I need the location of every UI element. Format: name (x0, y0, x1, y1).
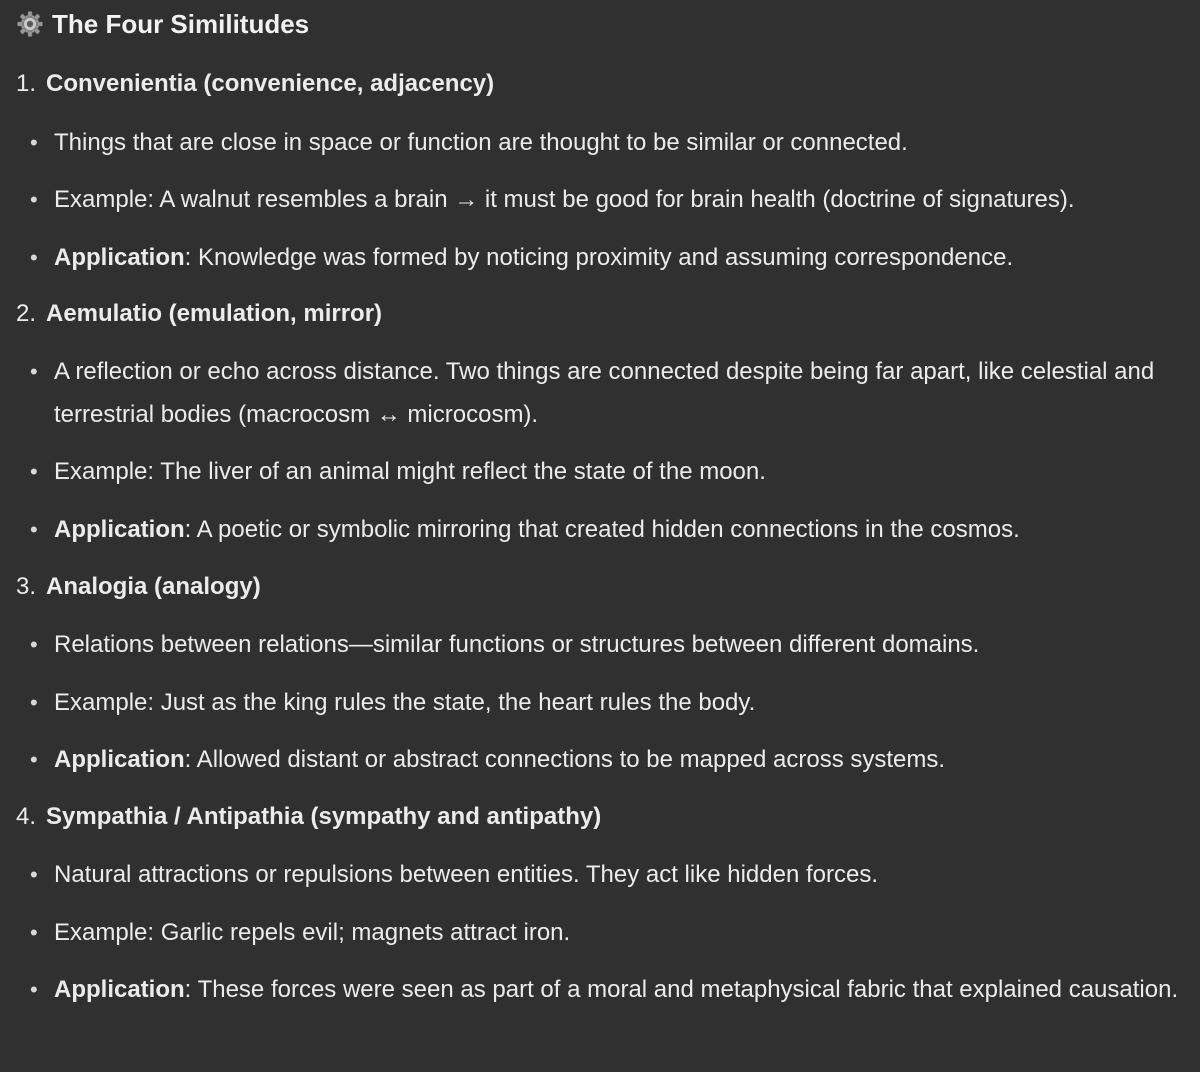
bullet-text: : Knowledge was formed by noticing proximity and assuming correspondence. (184, 244, 1014, 271)
list-item (30, 853, 1180, 896)
bullet-text: A reflection or echo across distance. Two things are connected despite being far apart, like celestial and terrestrial bodies (macrocosm ↔ microcosm). (54, 358, 1155, 428)
list-item (30, 968, 1180, 1011)
section-number: 2. (16, 300, 37, 327)
bullet-text: Example: The liver of an animal might reflect the state of the moon. (54, 458, 766, 485)
bullet-lead: Application (54, 516, 185, 543)
list-item (30, 623, 1180, 666)
section-title-sympathia (16, 800, 601, 834)
section-number: 1. (16, 70, 37, 97)
list-item (30, 508, 1180, 551)
bullet-icon: • (30, 517, 38, 542)
bullet-text: Things that are close in space or function are thought to be similar or connected. (54, 129, 908, 156)
bullet-icon: • (30, 632, 38, 657)
bullet-text: Example: A walnut resembles a brain → it must be good for brain health (doctrine of signatures). (54, 186, 1075, 213)
bullet-icon: • (30, 920, 38, 945)
bullet-icon: • (30, 690, 38, 715)
list-item (30, 121, 1180, 164)
gear-icon (16, 10, 44, 38)
bullet-text: : Allowed distant or abstract connections to be mapped across systems. (184, 746, 946, 773)
section-number: 3. (16, 573, 37, 600)
bullet-text: Example: Just as the king rules the state, the heart rules the body. (54, 689, 756, 716)
section-title-convenientia (16, 67, 494, 101)
bullet-text: : These forces were seen as part of a moral and metaphysical fabric that explained causation. (184, 976, 1179, 1003)
bullet-icon: • (30, 747, 38, 772)
list-item (30, 236, 1180, 279)
bullet-text: : A poetic or symbolic mirroring that created hidden connections in the cosmos. (184, 516, 1020, 543)
bullet-icon: • (30, 977, 38, 1002)
section-title-aemulatio (16, 297, 382, 331)
bullet-lead: Application (54, 746, 185, 773)
heading (16, 4, 309, 44)
bullet-icon: • (30, 459, 38, 484)
section-title-text: Convenientia (convenience, adjacency) (46, 70, 495, 97)
list-item (30, 178, 1180, 221)
section-title-text: Analogia (analogy) (46, 573, 261, 600)
section-title-text: Aemulatio (emulation, mirror) (46, 300, 383, 327)
bullet-text: Example: Garlic repels evil; magnets attract iron. (54, 919, 571, 946)
bullet-lead: Application (54, 976, 185, 1003)
bullet-text: Relations between relations—similar functions or structures between different domains. (54, 631, 980, 658)
section-title-analogia (16, 570, 261, 604)
list-item (30, 738, 1180, 781)
heading-text: The Four Similitudes (52, 8, 310, 39)
bullet-icon: • (30, 130, 38, 155)
bullet-icon: • (30, 245, 38, 270)
list-item (30, 681, 1180, 724)
bullet-lead: Application (54, 244, 185, 271)
bullet-icon: • (30, 359, 38, 384)
list-item (30, 350, 1180, 436)
section-title-text: Sympathia / Antipathia (sympathy and antipathy) (46, 803, 602, 830)
bullet-text: Natural attractions or repulsions between entities. They act like hidden forces. (54, 861, 878, 888)
list-item (30, 911, 1180, 954)
list-item (30, 450, 1180, 493)
bullet-icon: • (30, 862, 38, 887)
section-number: 4. (16, 803, 37, 830)
bullet-icon: • (30, 187, 38, 212)
